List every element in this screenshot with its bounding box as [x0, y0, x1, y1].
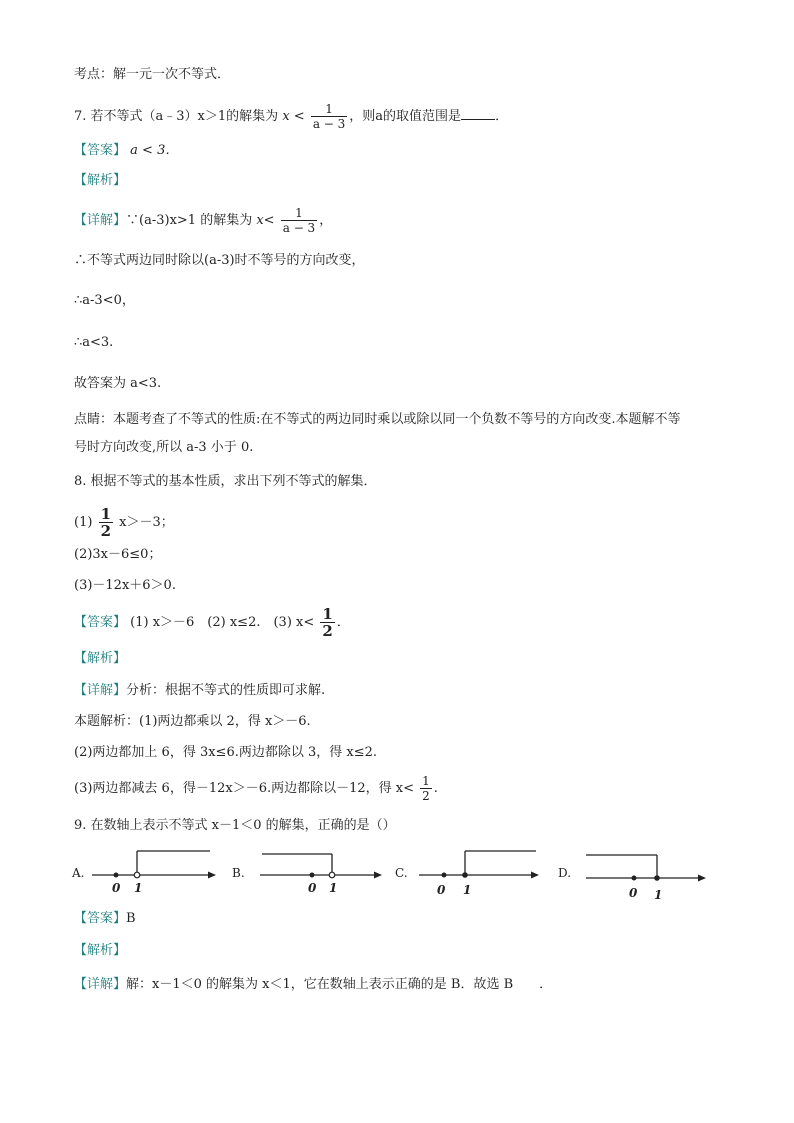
fraction-1-over-a-minus-3: $\frac{1}{a - 3}$: [282, 206, 316, 235]
q7-analysis-label: 【解析】: [74, 173, 127, 188]
svg-text:C.: C.: [395, 866, 408, 880]
zero-point: [442, 873, 447, 878]
q9-detail: 【详解】解：x－1＜0 的解集为 x＜1，它在数轴上表示正确的是 B．故选 B ．: [74, 977, 553, 992]
fraction-one-half: $\frac{1}{2}$: [422, 774, 430, 803]
svg-text:0: 0: [437, 883, 446, 897]
fraction-1-over-a-minus-3: $\frac{1}{a - 3}$: [312, 102, 346, 131]
q8-item-1: (1) $\frac{1}{2}$ x＞－3；: [74, 505, 174, 540]
question-7: 7. 若不等式（a﹣3）x＞1的解集为 x < $\frac{1}{a - 3}$ ，则a的取值范围是 ．: [74, 102, 509, 131]
q8-item-3: (3)－12x＋6＞0.: [74, 578, 176, 593]
q7-note-2: 号时方向改变,所以 a-3 小于 0.: [74, 440, 254, 455]
svg-text:1: 1: [134, 881, 143, 895]
endpoint-open: [134, 872, 140, 878]
q7-detail-4: ∴a<3.: [74, 335, 114, 350]
arrow-icon: [374, 872, 382, 879]
q7-detail-2: ∴不等式两边同时除以(a-3)时不等号的方向改变，: [74, 253, 365, 268]
zero-point: [114, 873, 119, 878]
q8-detail-2: 本题解析：(1)两边都乘以 2，得 x＞－6.: [74, 714, 311, 729]
svg-text:0: 0: [629, 886, 638, 900]
arrow-icon: [531, 872, 539, 879]
svg-text:D.: D.: [558, 866, 572, 880]
number-line-option-a: [70, 845, 220, 900]
q7-answer: 【答案】 a < 3．: [74, 143, 179, 158]
q8-answer: 【答案】 (1) x＞－6 (2) x≤2. (3) x< $\frac{1}{2}$ ．: [74, 605, 350, 640]
q7-detail-1: 【详解】∵(a-3)x>1 的解集为 x< $\frac{1}{a - 3}$ ，: [74, 206, 333, 235]
q9-answer: 【答案】B: [74, 911, 136, 926]
zero-point: [310, 873, 315, 878]
q8-analysis-label: 【解析】: [74, 651, 127, 666]
arrow-icon: [698, 875, 706, 882]
question-8: 8. 根据不等式的基本性质，求出下列不等式的解集．: [74, 474, 377, 489]
number-line-option-c: [393, 845, 548, 900]
zero-point: [632, 876, 637, 881]
q8-detail-1: 【详解】分析：根据不等式的性质即可求解.: [74, 683, 326, 698]
q9-analysis-label: 【解析】: [74, 943, 127, 958]
svg-text:1: 1: [463, 883, 472, 897]
endpoint-open: [329, 872, 335, 878]
endpoint-closed: [654, 875, 660, 881]
arrow-icon: [208, 872, 216, 879]
number-line-option-d: [556, 845, 716, 905]
topic-line: 考点：解一元一次不等式．: [74, 67, 231, 82]
q7-detail-5: 故答案为 a<3.: [74, 376, 162, 391]
svg-text:1: 1: [654, 888, 663, 902]
q8-detail-4: (3)两边都减去 6，得－12x＞－6.两边都除以－12，得 x< $\frac{1}{2}$ .: [74, 774, 438, 803]
number-line-option-b: [230, 845, 385, 900]
q8-detail-3: (2)两边都加上 6，得 3x≤6.两边都除以 3，得 x≤2.: [74, 745, 378, 760]
svg-text:0: 0: [308, 881, 317, 895]
fraction-one-half: $\frac{1}{2}$: [100, 505, 111, 540]
q7-detail-3: ∴a-3<0，: [74, 293, 135, 308]
q7-note-1: 点睛：本题考查了不等式的性质:在不等式的两边同时乘以或除以同一个负数不等号的方向改变.本题解不等: [74, 412, 681, 427]
svg-text:B.: B.: [232, 866, 245, 880]
question-9: 9. 在数轴上表示不等式 x－1＜0 的解集，正确的是（）: [74, 818, 396, 833]
endpoint-closed: [462, 872, 468, 878]
q8-item-2: (2)3x－6≤0；: [74, 547, 162, 562]
svg-text:1: 1: [329, 881, 338, 895]
svg-text:0: 0: [112, 881, 121, 895]
fraction-one-half: $\frac{1}{2}$: [322, 605, 333, 640]
answer-blank: [461, 107, 495, 120]
option-label: A.: [72, 866, 85, 880]
